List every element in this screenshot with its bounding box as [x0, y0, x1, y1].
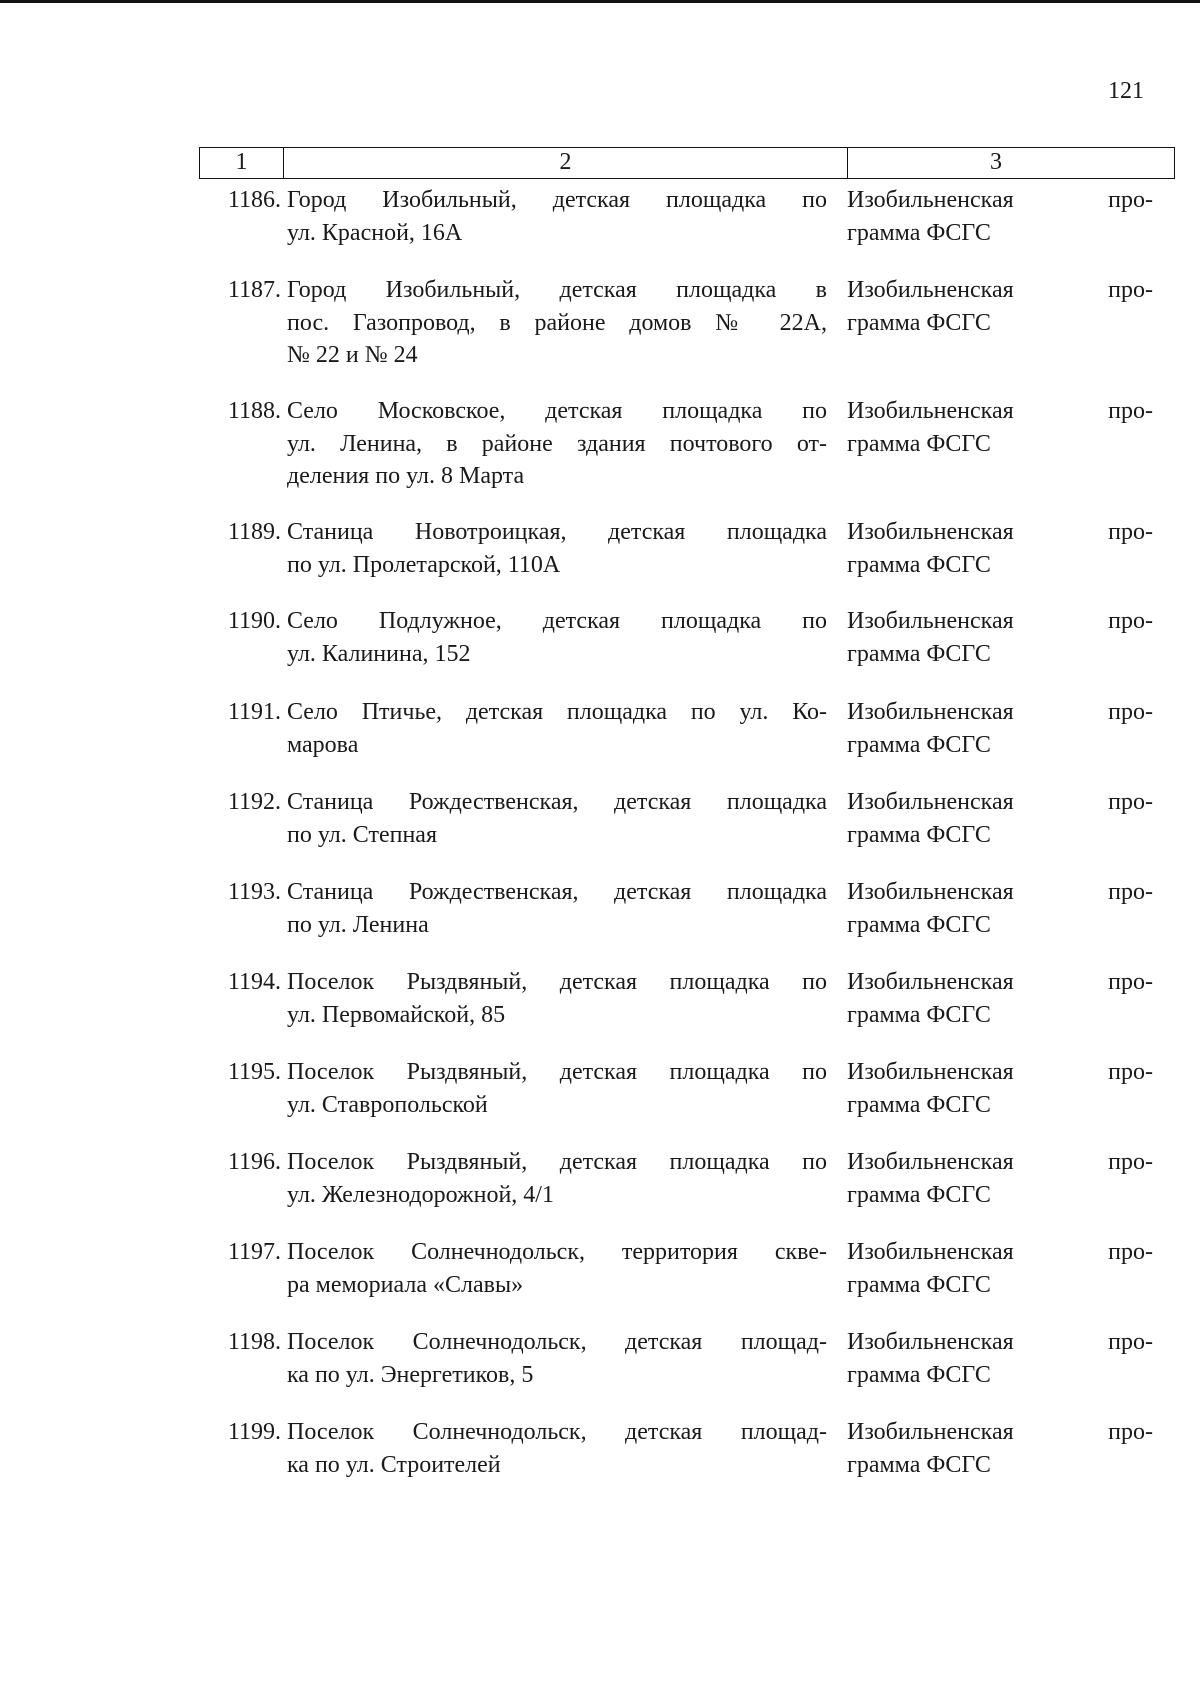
program-suffix: про- [1108, 398, 1153, 424]
entry-description [287, 184, 827, 249]
table-row [199, 184, 1153, 249]
program-name: Изобильненская [847, 608, 1014, 634]
entry-number: 1192. [227, 789, 281, 815]
table-row [199, 516, 1153, 581]
column-header-1: 1 [200, 148, 284, 178]
program-line2: грамма ФСГС [847, 1181, 991, 1208]
program-line2: грамма ФСГС [847, 911, 991, 938]
program-suffix: про- [1108, 699, 1153, 725]
program-line2: грамма ФСГС [847, 1451, 991, 1478]
description-line: Село Птичье, детская площадка по ул. Ко- [287, 699, 827, 725]
description-line: Поселок Рыздвяный, детская площадка по [287, 1059, 827, 1085]
entry-program [847, 1326, 1153, 1391]
program-suffix: про- [1108, 879, 1153, 905]
program-line2: грамма ФСГС [847, 821, 991, 848]
program-line2: грамма ФСГС [847, 731, 991, 758]
program-name: Изобильненская [847, 1329, 1014, 1355]
program-suffix: про- [1108, 1329, 1153, 1355]
entry-number: 1193. [227, 879, 281, 905]
description-line: Станица Рождественская, детская площадка [287, 879, 827, 905]
program-name: Изобильненская [847, 187, 1014, 213]
program-suffix: про- [1108, 608, 1153, 634]
program-suffix: про- [1108, 1059, 1153, 1085]
table-row [199, 274, 1153, 372]
program-name: Изобильненская [847, 519, 1014, 545]
description-line: Село Московское, детская площадка по [287, 398, 827, 424]
entry-description [287, 786, 827, 851]
program-suffix: про- [1108, 1149, 1153, 1175]
entry-program [847, 1416, 1153, 1481]
entry-program [847, 876, 1153, 941]
table-row [199, 395, 1153, 493]
top-border-rule [0, 0, 1200, 3]
description-line: ра мемориала «Славы» [287, 1271, 524, 1298]
program-line2: грамма ФСГС [847, 309, 991, 336]
entry-program [847, 516, 1153, 581]
entry-program [847, 966, 1153, 1031]
description-line: марова [287, 731, 359, 758]
entry-number: 1188. [227, 398, 281, 424]
description-line: по ул. Пролетарской, 110А [287, 551, 561, 578]
entry-program [847, 1146, 1153, 1211]
description-line: Поселок Солнечнодольск, детская площад- [287, 1329, 827, 1355]
page-number: 121 [1108, 78, 1144, 104]
program-line2: грамма ФСГС [847, 1001, 991, 1028]
table-row [199, 1056, 1153, 1121]
description-line: по ул. Степная [287, 821, 437, 848]
program-name: Изобильненская [847, 1059, 1014, 1085]
column-header-3: 3 [990, 149, 1002, 175]
description-line: Город Изобильный, детская площадка в [287, 277, 827, 303]
entry-program [847, 395, 1153, 460]
entry-program [847, 1236, 1153, 1301]
description-line: Станица Новотроицкая, детская площадка [287, 519, 827, 545]
program-name: Изобильненская [847, 1239, 1014, 1265]
program-name: Изобильненская [847, 398, 1014, 424]
program-name: Изобильненская [847, 699, 1014, 725]
entry-description [287, 876, 827, 941]
description-line: Село Подлужное, детская площадка по [287, 608, 827, 634]
program-suffix: про- [1108, 789, 1153, 815]
entry-number: 1195. [227, 1059, 281, 1085]
entry-program [847, 786, 1153, 851]
entry-number: 1194. [227, 969, 281, 995]
program-line2: грамма ФСГС [847, 551, 991, 578]
description-line: ул. Железнодорожной, 4/1 [287, 1181, 554, 1208]
description-line: Поселок Солнечнодольск, территория скве- [287, 1239, 827, 1265]
entry-number: 1187. [227, 277, 281, 303]
table-row [199, 876, 1153, 941]
description-line: № 22 и № 24 [287, 342, 418, 368]
entry-number: 1199. [227, 1419, 281, 1445]
table-row [199, 966, 1153, 1031]
program-suffix: про- [1108, 1419, 1153, 1445]
entry-program [847, 605, 1153, 670]
program-name: Изобильненская [847, 1149, 1014, 1175]
entry-description [287, 516, 827, 581]
entry-number: 1191. [227, 699, 281, 725]
description-line: Станица Рождественская, детская площадка [287, 789, 827, 815]
program-line2: грамма ФСГС [847, 1361, 991, 1388]
entry-description [287, 1416, 827, 1481]
entry-description [287, 966, 827, 1031]
description-line: Поселок Рыздвяный, детская площадка по [287, 1149, 827, 1175]
entry-description [287, 1326, 827, 1391]
table-row [199, 1326, 1153, 1391]
entry-number: 1186. [227, 187, 281, 213]
program-suffix: про- [1108, 969, 1153, 995]
entry-description [287, 1236, 827, 1301]
program-line2: грамма ФСГС [847, 1271, 991, 1298]
program-line2: грамма ФСГС [847, 1091, 991, 1118]
table-row [199, 786, 1153, 851]
entry-number: 1198. [227, 1329, 281, 1355]
entry-description [287, 696, 827, 761]
description-line: Поселок Рыздвяный, детская площадка по [287, 969, 827, 995]
entry-number: 1197. [227, 1239, 281, 1265]
table-row [199, 1416, 1153, 1481]
column-header-2: 2 [284, 148, 848, 178]
description-line: Город Изобильный, детская площадка по [287, 187, 827, 213]
description-line: пос. Газопровод, в районе домов № 22А, [287, 309, 827, 336]
program-suffix: про- [1108, 1239, 1153, 1265]
entry-description [287, 605, 827, 670]
description-line: ул. Ленина, в районе здания почтового от- [287, 430, 827, 457]
description-line: ул. Первомайской, 85 [287, 1001, 506, 1028]
description-line: деления по ул. 8 Марта [287, 463, 525, 489]
entry-program [847, 184, 1153, 249]
program-name: Изобильненская [847, 969, 1014, 995]
table-row [199, 696, 1153, 761]
entry-description [287, 1146, 827, 1211]
entry-number: 1189. [227, 519, 281, 545]
entry-program [847, 1056, 1153, 1121]
table-header [199, 147, 1175, 179]
description-line: Поселок Солнечнодольск, детская площад- [287, 1419, 827, 1445]
description-line: ул. Калинина, 152 [287, 640, 471, 667]
program-name: Изобильненская [847, 277, 1014, 303]
entry-program [847, 696, 1153, 761]
program-suffix: про- [1108, 187, 1153, 213]
entry-program [847, 274, 1153, 339]
program-suffix: про- [1108, 519, 1153, 545]
program-name: Изобильненская [847, 879, 1014, 905]
program-name: Изобильненская [847, 789, 1014, 815]
description-line: по ул. Ленина [287, 911, 429, 938]
table-row [199, 1236, 1153, 1301]
entry-description [287, 274, 827, 372]
program-line2: грамма ФСГС [847, 219, 991, 246]
program-name: Изобильненская [847, 1419, 1014, 1445]
description-line: ул. Ставропольской [287, 1091, 488, 1118]
entry-description [287, 395, 827, 493]
description-line: ка по ул. Строителей [287, 1451, 501, 1478]
program-suffix: про- [1108, 277, 1153, 303]
table-row [199, 605, 1153, 670]
entry-description [287, 1056, 827, 1121]
program-line2: грамма ФСГС [847, 640, 991, 667]
program-line2: грамма ФСГС [847, 430, 991, 457]
description-line: ул. Красной, 16А [287, 219, 463, 246]
description-line: ка по ул. Энергетиков, 5 [287, 1361, 534, 1388]
entry-number: 1190. [227, 608, 281, 634]
table-row [199, 1146, 1153, 1211]
entry-number: 1196. [227, 1149, 281, 1175]
